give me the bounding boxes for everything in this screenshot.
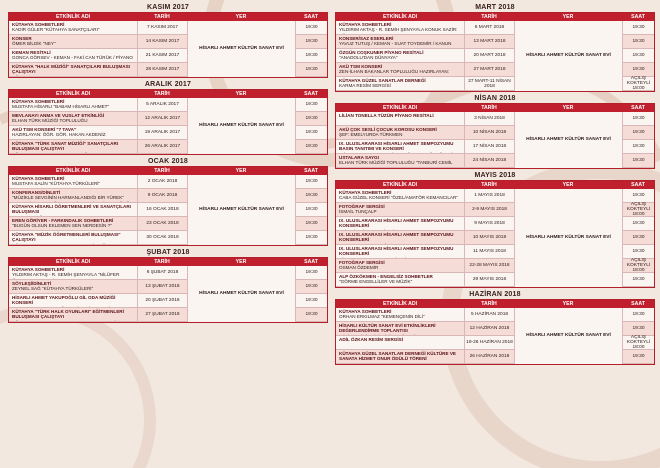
event-subtitle: KARMA RESİM SERGİSİ	[339, 83, 391, 89]
event-date: 1 MAYIS 2018	[464, 189, 514, 203]
event-title: KÜTAHYA SOHBETLERİ	[12, 176, 65, 181]
table-body	[9, 266, 327, 322]
table-header	[336, 181, 654, 189]
event-title: KÜTAHYA "TÜRK HALK OYUNLARI" EĞİTMENLERİ BULUŞMASI ÇALIŞTAYI	[12, 309, 124, 320]
event-subtitle: "BUGÜN OLSUN EKLEMEN SEN NERDESİN ?"	[12, 223, 112, 229]
table-header	[9, 258, 327, 266]
event-cell	[9, 35, 137, 49]
event-date: 22-28 MAYIS 2018	[464, 259, 514, 273]
event-cell	[336, 63, 464, 77]
event-title: KÜTAHYA "TÜRK SANAT MÜZİĞİ" SANATÇILARI BULUŞMASI ÇALIŞTAYI	[12, 141, 119, 152]
event-date: 10 MAYIS 2018	[464, 231, 514, 245]
event-time: 19:30	[622, 231, 654, 245]
event-date: 13 ŞUBAT 2018	[137, 280, 187, 294]
event-date: 20 ŞUBAT 2018	[137, 294, 187, 308]
event-cell	[9, 140, 137, 154]
header-time: SAAT	[631, 301, 645, 307]
event-subtitle: YILDIRIM AKTAŞ - R. SEMİH ŞENYAYLA "NİLÜFER	[12, 272, 120, 278]
table-header	[9, 13, 327, 21]
header-event: ETKİNLİK ADI	[55, 259, 91, 265]
event-subtitle: ŞEF: EMELYURDA TÜRKMEN	[339, 132, 403, 138]
event-date: 19 ARALIK 2017	[137, 126, 187, 140]
event-date: 27 MART-11 NİSAN 2018	[464, 77, 514, 91]
event-date: 9 MAYIS 2018	[464, 217, 514, 231]
event-cell	[336, 231, 464, 245]
event-date: 26 ARALIK 2017	[137, 140, 187, 154]
event-cell	[336, 189, 464, 203]
table-header	[9, 90, 327, 98]
event-subtitle: MUSTAFA SALİN "KÜTAHYA TÜRKÜLERİ"	[12, 181, 101, 187]
event-date: 28 KASIM 2017	[137, 63, 187, 77]
event-time: 19:30	[622, 140, 654, 154]
event-cell	[9, 203, 137, 217]
schedule-table	[335, 180, 655, 288]
event-time: AÇILIŞ KOKTEYLİ 18:00	[622, 336, 654, 350]
event-subtitle	[12, 75, 123, 77]
left-column	[8, 3, 328, 325]
header-event: ETKİNLİK ADI	[382, 14, 418, 20]
event-subtitle: İSMAİL TUNÇALP	[339, 209, 377, 215]
event-time: 19:30	[295, 203, 327, 217]
event-title: KÜTAHYA GÜZEL SANATLAR DERNEĞİ	[339, 78, 426, 83]
event-time: 19:30	[295, 175, 327, 189]
event-title: KÜTAHYA SOHBETLERİ	[339, 309, 392, 314]
event-date: 12 HAZİRAN 2018	[464, 322, 514, 336]
event-cell	[336, 350, 464, 364]
table-body	[336, 112, 654, 168]
event-time: 19:30	[295, 49, 327, 63]
event-date: 12 ARALIK 2017	[137, 112, 187, 126]
event-cell	[336, 35, 464, 49]
event-time: 19:30	[295, 189, 327, 203]
venue-cell: HİSARLI AHMET KÜLTÜR SANAT EVİ	[187, 98, 295, 154]
event-title: AKÜ TSM KONSERİ	[339, 64, 383, 69]
event-title: ALP ÖZKÖKMEN - ENGELSİZ SOHBETLER	[339, 274, 433, 279]
event-time: 19:30	[622, 217, 654, 231]
table-body	[9, 175, 327, 245]
event-cell	[336, 77, 464, 91]
event-title: KÜTAHYA SOHBETLERİ	[12, 267, 65, 272]
venue-cell: HİSARLI AHMET KÜLTÜR SANAT EVİ	[514, 189, 622, 287]
event-cell	[9, 21, 137, 35]
header-date: TARİH	[154, 259, 170, 265]
event-cell	[9, 126, 137, 140]
event-time: 19:30	[622, 49, 654, 63]
header-time: SAAT	[304, 259, 318, 265]
header-venue: YER	[235, 14, 247, 20]
header-venue: YER	[562, 182, 574, 188]
month-title: HAZİRAN 2018	[469, 291, 521, 298]
schedule-table	[335, 103, 655, 169]
venue-cell: HİSARLI AHMET KÜLTÜR SANAT EVİ	[514, 21, 622, 91]
event-date: 30 OCAK 2018	[137, 231, 187, 245]
event-cell	[336, 126, 464, 140]
event-title: ADİL ÖZKAN RESİM SERGİSİ	[339, 337, 403, 342]
header-time: SAAT	[304, 91, 318, 97]
month-title: ARALIK 2017	[144, 81, 192, 88]
month-title: MAYIS 2018	[474, 172, 516, 179]
event-time: 19:30	[295, 126, 327, 140]
event-title: HİSARLI AHMET YAKUPOĞLU GİL ODA MÜZİĞİ KONSERİ	[12, 295, 116, 306]
event-cell	[9, 98, 137, 112]
event-title: AKÜ ÇOK SESLİ ÇOCUK KOROSU KONSERİ	[339, 127, 437, 132]
event-time: 19:30	[295, 63, 327, 77]
table-body	[9, 98, 327, 154]
event-subtitle: MUSTAFA HİSARLI "BABAM HİSARLI AHMET"	[12, 104, 110, 110]
table-body	[336, 21, 654, 91]
event-time: AÇILIŞ KOKTEYLİ 18:00	[622, 77, 654, 91]
event-title: IX. ULUSLARARASI HİSARLI AHMET SEMPOZYUMU KONSERLERİ	[339, 232, 454, 243]
table-header	[336, 300, 654, 308]
event-date: 6 MART 2018	[464, 21, 514, 35]
schedule-table	[8, 166, 328, 246]
event-cell	[336, 336, 464, 350]
event-date: 21 KASIM 2017	[137, 49, 187, 63]
event-title: FOTOĞRAF SERGİSİ	[339, 204, 385, 209]
event-cell	[336, 273, 464, 287]
event-cell	[336, 154, 464, 168]
event-time: 19:30	[622, 245, 654, 259]
header-time: SAAT	[631, 182, 645, 188]
event-cell	[336, 217, 464, 231]
event-date: 5 ARALIK 2017	[137, 98, 187, 112]
event-title: LİLİAN TONELLA TÜZÜN PİYANO RESİTALİ	[339, 113, 434, 118]
event-time: 19:30	[622, 322, 654, 336]
event-time: 19:30	[295, 98, 327, 112]
header-venue: YER	[562, 301, 574, 307]
venue-cell: HİSARLI AHMET KÜLTÜR SANAT EVİ	[187, 266, 295, 322]
event-date: 13 MART 2018	[464, 35, 514, 49]
event-cell	[336, 140, 464, 154]
event-cell	[9, 63, 137, 77]
event-subtitle: OSMAN ÖZDEMİR	[339, 265, 379, 271]
header-date: TARİH	[481, 14, 497, 20]
event-title: KONSER/SAZ ESERLERİ	[339, 36, 394, 41]
header-date: TARİH	[154, 14, 170, 20]
event-cell	[9, 266, 137, 280]
event-subtitle: ZEYNEL SAĞ "KÜTAHYA TÜRKÜLERİ"	[12, 286, 94, 292]
event-title: MEVLANAYI ANMA VE VUSLAT ETKİNLİĞİ	[12, 113, 105, 118]
header-event: ETKİNLİK ADI	[382, 301, 418, 307]
event-title: KÜTAHYA SOHBETLERİ	[12, 22, 65, 27]
month-section	[335, 3, 655, 92]
event-time: AÇILIŞ KOKTEYLİ 18:00	[622, 203, 654, 217]
event-cell	[9, 294, 137, 308]
event-title: KÜTAHYA SOHBETLERİ	[339, 22, 392, 27]
event-subtitle	[12, 243, 122, 245]
event-subtitle	[12, 320, 120, 322]
event-time: 19:30	[295, 35, 327, 49]
event-subtitle: KADİR GÜLER "KÜTAHYA SANATÇILARI"	[12, 27, 100, 33]
month-section	[335, 171, 655, 288]
event-date: 26 HAZİRAN 2018	[464, 350, 514, 364]
event-date: 11 MAYIS 2018	[464, 245, 514, 259]
event-title: KÜTAHYA "HALK MÜZİĞİ" SANATÇILARI BULUŞMASI ÇALIŞTAYI	[12, 64, 130, 75]
event-subtitle: "MÜZİKLE SEVGİNİN HARMANLANDIĞI BİR YÜREK"	[12, 195, 124, 201]
event-title: KEMAN RESİTALİ	[12, 50, 51, 55]
header-event: ETKİNLİK ADI	[382, 182, 418, 188]
event-date: 7 KASIM 2017	[137, 21, 187, 35]
schedule-table	[8, 89, 328, 155]
event-time: 19:30	[622, 308, 654, 322]
event-time: 19:30	[295, 140, 327, 154]
event-date: 2-9 MAYIS 2018	[464, 203, 514, 217]
event-title: EREN GÖRİYER - FARKINDALIK SOHBETLERİ	[12, 218, 114, 223]
event-cell	[9, 175, 137, 189]
header-venue: YER	[562, 14, 574, 20]
header-date: TARİH	[481, 105, 497, 111]
event-title: ÖZGÜN COŞKUNER PİYANO RESİTALİ	[339, 50, 424, 55]
event-subtitle: HAZIRLAYAN: ÖĞR. GÖR. HAKAN AKDENİZ	[12, 132, 106, 138]
schedule-table	[335, 299, 655, 365]
event-date: 19-26 HAZİRAN 2018	[464, 336, 514, 350]
event-cell	[9, 112, 137, 126]
event-cell	[336, 49, 464, 63]
event-subtitle	[12, 152, 118, 154]
event-time: 19:30	[295, 294, 327, 308]
event-subtitle: GONCA GÖRSEV - KEMAN - FAKİ CAN TÜRÜK / PİYANO	[12, 55, 133, 61]
event-title: KÜTAHYA SOHBETLERİ	[12, 99, 65, 104]
event-subtitle: ELHAN TÜRK MÜZİĞİ TOPLULUĞU	[12, 118, 88, 124]
event-title: USTALARA SAYGI	[339, 155, 379, 160]
event-title: IX. ULUSLARARASI HİSARLI AHMET SEMPOZYUMU KONSERLERİ	[339, 246, 454, 257]
event-subtitle: ÖMER BİLDİK "NEY"	[12, 41, 56, 47]
venue-cell: HİSARLI AHMET KÜLTÜR SANAT EVİ	[514, 112, 622, 168]
header-date: TARİH	[154, 168, 170, 174]
month-title: MART 2018	[475, 4, 515, 11]
header-time: SAAT	[631, 105, 645, 111]
event-cell	[9, 189, 137, 203]
event-date: 27 ŞUBAT 2018	[137, 308, 187, 322]
event-subtitle: YILDIRIM AKTAŞ - R. SEMİH ŞENYAYLA KONUK SAZİR:	[339, 27, 458, 33]
header-event: ETKİNLİK ADI	[55, 14, 91, 20]
event-date: 14 KASIM 2017	[137, 35, 187, 49]
event-date: 27 MART 2018	[464, 63, 514, 77]
event-date: 5 HAZİRAN 2018	[464, 308, 514, 322]
month-section	[335, 94, 655, 169]
event-title: KÜTAHYA HİSARLI ÖĞRETMENLERİ VE SANATÇILARI BULUŞMASI	[12, 204, 131, 215]
venue-cell: HİSARLI AHMET KÜLTÜR SANAT EVİ	[187, 21, 295, 77]
event-time: 19:30	[622, 63, 654, 77]
event-cell	[336, 112, 464, 126]
event-cell	[336, 21, 464, 35]
event-date: 29 MAYIS 2018	[464, 273, 514, 287]
month-section	[8, 157, 328, 246]
event-date: 23 OCAK 2018	[137, 217, 187, 231]
event-cell	[9, 231, 137, 245]
schedule-table	[8, 257, 328, 323]
venue-cell: HİSARLI AHMET KÜLTÜR SANAT EVİ	[514, 308, 622, 364]
table-body	[336, 308, 654, 364]
header-time: SAAT	[631, 14, 645, 20]
event-title: SÖYLEŞİ/DİNLETİ	[12, 281, 52, 286]
event-title: IX. ULUSLARARASI HİSARLI AHMET SEMPOZYUMU BASIN TANITIMI VE KONSERİ	[339, 141, 454, 152]
event-title: IX. ULUSLARARASI HİSARLI AHMET SEMPOZYUMU KONSERLERİ	[339, 218, 454, 229]
event-cell	[336, 308, 464, 322]
event-title: KÜTAHYA GÜZEL SANATLAR DERNEĞİ KÜLTÜRE VE SANATA HİZMET ONUR ÖDÜLÜ TÖRENİ	[339, 351, 456, 362]
event-time: AÇILIŞ KOKTEYLİ 18:00	[622, 259, 654, 273]
table-body	[9, 21, 327, 77]
event-title: KÜTAHYA SOHBETLERİ	[339, 190, 392, 195]
event-time: 19:30	[295, 217, 327, 231]
table-header	[336, 13, 654, 21]
event-cell	[9, 280, 137, 294]
schedule-table	[335, 12, 655, 92]
event-time: 19:30	[295, 266, 327, 280]
event-time: 19:30	[622, 154, 654, 168]
event-time: 19:30	[295, 21, 327, 35]
event-subtitle: "GÖRME ENGELLİLER VE MÜZİK"	[339, 279, 413, 285]
table-body	[336, 189, 654, 287]
event-date: 2 OCAK 2018	[137, 175, 187, 189]
event-cell	[9, 308, 137, 322]
event-cell	[336, 245, 464, 259]
table-header	[336, 104, 654, 112]
event-time: 19:30	[622, 35, 654, 49]
event-date: 3 NİSAN 2018	[464, 112, 514, 126]
event-date: 10 NİSAN 2018	[464, 126, 514, 140]
event-time: 19:30	[295, 112, 327, 126]
header-time: SAAT	[304, 14, 318, 20]
month-section	[8, 248, 328, 323]
header-venue: YER	[235, 91, 247, 97]
header-date: TARİH	[154, 91, 170, 97]
event-title: HİSARLI KÜLTÜR SANAT EVİ ETKİNLİKLERİ DEĞERLENDİRME TOPLANTISI	[339, 323, 436, 334]
event-title: AKÜ TSM KONSERİ "7 TAVA"	[12, 127, 77, 132]
event-date: 6 ŞUBAT 2018	[137, 266, 187, 280]
event-date: 17 NİSAN 2018	[464, 140, 514, 154]
event-time: 19:30	[622, 21, 654, 35]
event-time: 19:30	[622, 273, 654, 287]
event-cell	[9, 217, 137, 231]
event-subtitle: YAVUZ TUTUŞ / KEMAN - SUAT TOYDEMİR / KANUN	[339, 41, 452, 47]
event-cell	[336, 322, 464, 336]
event-time: 19:30	[295, 231, 327, 245]
header-event: ETKİNLİK ADI	[382, 105, 418, 111]
event-time: 19:30	[295, 280, 327, 294]
event-cell	[336, 259, 464, 273]
header-date: TARİH	[481, 182, 497, 188]
event-cell	[336, 203, 464, 217]
event-time: 19:30	[622, 126, 654, 140]
venue-cell: HİSARLI AHMET KÜLTÜR SANAT EVİ	[187, 175, 295, 245]
event-subtitle: ZEN-İLHAN BAKANLAR TOPLULUĞU HAZIRLAYAN:	[339, 69, 449, 75]
event-title: KONFERANS/DİNLETİ	[12, 190, 61, 195]
header-date: TARİH	[481, 301, 497, 307]
header-venue: YER	[235, 168, 247, 174]
event-time: 19:30	[295, 308, 327, 322]
event-cell	[9, 49, 137, 63]
table-header	[9, 167, 327, 175]
event-title: KONSER	[12, 36, 32, 41]
event-time: 19:30	[622, 189, 654, 203]
header-time: SAAT	[304, 168, 318, 174]
event-title: KÜTAHYA "MÜZİK ÖĞRETMENLERİ BULUŞMASI" ÇALIŞTAYI	[12, 232, 121, 243]
header-venue: YER	[235, 259, 247, 265]
event-date: 16 OCAK 2018	[137, 203, 187, 217]
month-title: OCAK 2018	[148, 158, 188, 165]
header-venue: YER	[562, 105, 574, 111]
month-title: NİSAN 2018	[474, 95, 516, 102]
month-title: ŞUBAT 2018	[146, 249, 190, 256]
event-subtitle: ELHAN TÜRK MÜZİĞİ TOPLULUĞU "TANBURİ CEMİL	[339, 160, 453, 166]
month-section	[335, 290, 655, 365]
month-section	[8, 80, 328, 155]
month-title: KASIM 2017	[146, 4, 190, 11]
event-date: 9 OCAK 2018	[137, 189, 187, 203]
event-subtitle: ORHAN ERKILMAZ "KEMENÇENİN DİLİ"	[339, 314, 425, 320]
month-section	[8, 3, 328, 78]
event-time: 19:30	[622, 350, 654, 364]
event-subtitle: CABA GÜZEL KONSERİ "ÖZEL/AMATÖR KEMANCILAR"	[339, 195, 458, 201]
event-subtitle: "ANADOLU'DAN DÜNYAYA"	[339, 55, 398, 61]
header-event: ETKİNLİK ADI	[55, 168, 91, 174]
event-time: 19:30	[622, 112, 654, 126]
event-title: FOTOĞRAF SERGİSİ	[339, 260, 385, 265]
header-event: ETKİNLİK ADI	[55, 91, 91, 97]
event-date: 24 NİSAN 2018	[464, 154, 514, 168]
event-date: 20 MART 2018	[464, 49, 514, 63]
right-column	[335, 3, 655, 367]
schedule-table	[8, 12, 328, 78]
